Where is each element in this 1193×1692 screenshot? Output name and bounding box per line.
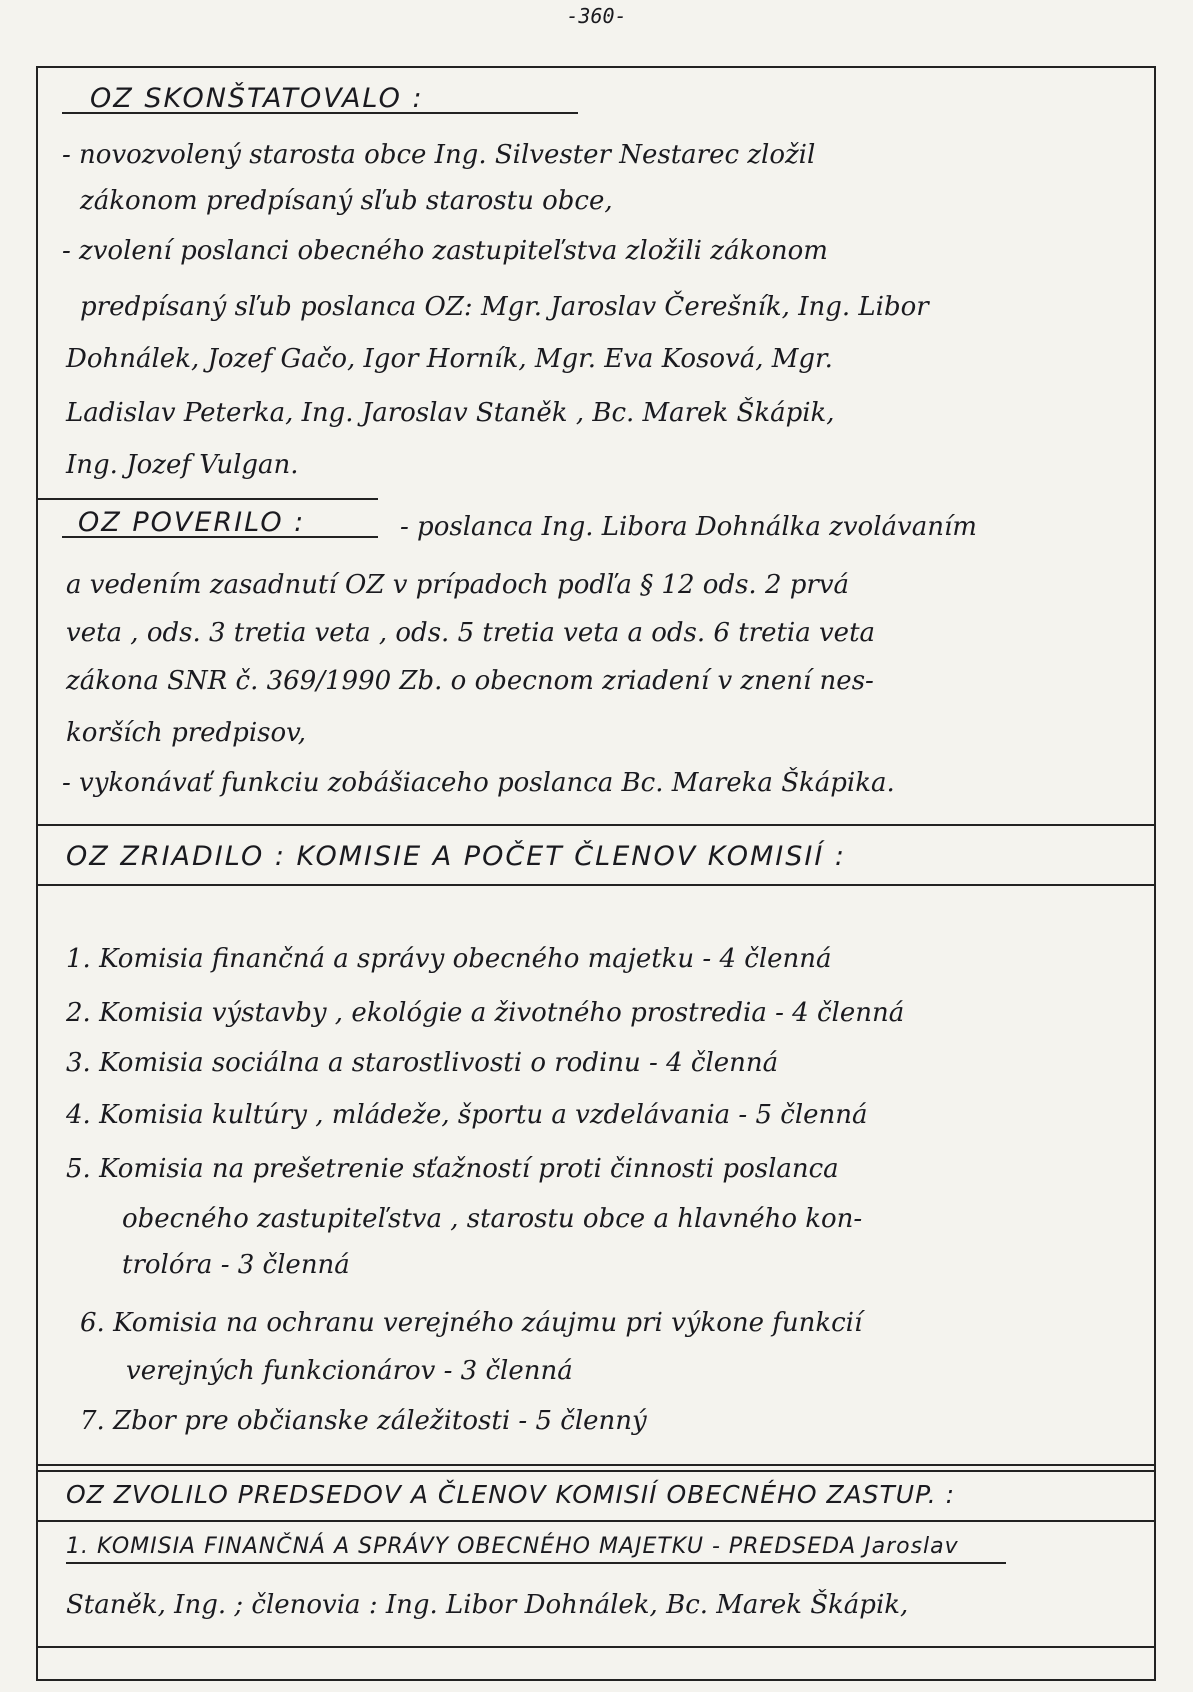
- divider: [38, 1470, 1154, 1472]
- section-heading-poverilo: OZ POVERILO :: [78, 507, 306, 538]
- section2-line-4: korších predpisov,: [66, 718, 306, 748]
- commission-item-7: 7. Zbor pre občianske záležitosti - 5 členný: [80, 1406, 647, 1436]
- heading-underline: [62, 536, 378, 538]
- section1-line-1: - novozvolený starosta obce Ing. Silvester Nestarec zložil: [62, 140, 816, 170]
- section2-line-2: veta , ods. 3 tretia veta , ods. 5 tretia veta a ods. 6 tretia veta: [66, 618, 876, 648]
- commission-item-6: 6. Komisia na ochranu verejného záujmu pri výkone funkcií: [80, 1308, 863, 1338]
- divider: [38, 884, 1154, 886]
- divider: [38, 1646, 1154, 1648]
- section2-line-1: a vedením zasadnutí OZ v prípadoch podľa § 12 ods. 2 prvá: [66, 570, 850, 600]
- commission-item-2: 2. Komisia výstavby , ekológie a životného prostredia - 4 členná: [66, 998, 905, 1028]
- subheading-underline: [66, 1562, 1006, 1564]
- page-number: -360-: [566, 4, 627, 28]
- section1-line-4: predpísaný sľub poslanca OZ: Mgr. Jaroslav Čerešník, Ing. Libor: [80, 292, 929, 322]
- commission-item-6-cont: verejných funkcionárov - 3 členná: [126, 1356, 573, 1386]
- commission-item-5-cont: obecného zastupiteľstva , starostu obce a hlavného kon-: [122, 1204, 863, 1234]
- divider: [38, 1520, 1154, 1522]
- divider: [38, 824, 1154, 826]
- commission-item-4: 4. Komisia kultúry , mládeže, športu a vzdelávania - 5 členná: [66, 1100, 868, 1130]
- section2-first-line: - poslanca Ing. Libora Dohnálka zvolávaním: [400, 512, 977, 542]
- section1-line-7: Ing. Jozef Vulgan.: [66, 450, 299, 480]
- section2-line-3: zákona SNR č. 369/1990 Zb. o obecnom zriadení v znení nes-: [66, 666, 874, 696]
- section4-line-1: Staněk, Ing. ; členovia : Ing. Libor Dohnálek, Bc. Marek Škápik,: [66, 1590, 909, 1620]
- heading-underline: [62, 112, 578, 114]
- commission-item-5: 5. Komisia na prešetrenie sťažností proti činnosti poslanca: [66, 1154, 839, 1184]
- section-heading-skonstatovalo: OZ SKONŠTATOVALO :: [90, 83, 424, 114]
- section2-line-5: - vykonávať funkciu zobášiaceho poslanca Bc. Mareka Škápika.: [62, 768, 895, 798]
- commission-item-3: 3. Komisia sociálna a starostlivosti o rodinu - 4 členná: [66, 1048, 779, 1078]
- commission-subheading-1: 1. KOMISIA FINANČNÁ A SPRÁVY OBECNÉHO MAJETKU - PREDSEDA Jaroslav: [66, 1534, 959, 1559]
- divider: [38, 498, 378, 500]
- section-heading-zvolilo: OZ ZVOLILO PREDSEDOV A ČLENOV KOMISIÍ OBECNÉHO ZASTUP. :: [66, 1480, 956, 1509]
- section1-line-3: - zvolení poslanci obecného zastupiteľstva zložili zákonom: [62, 236, 828, 266]
- section1-line-2: zákonom predpísaný sľub starostu obce,: [80, 186, 613, 216]
- section1-line-6: Ladislav Peterka, Ing. Jaroslav Staněk , Bc. Marek Škápik,: [66, 398, 835, 428]
- commission-item-5-cont: trolóra - 3 členná: [122, 1250, 350, 1280]
- section1-line-5: Dohnálek, Jozef Gačo, Igor Horník, Mgr. Eva Kosová, Mgr.: [66, 344, 833, 374]
- commission-item-1: 1. Komisia finančná a správy obecného majetku - 4 členná: [66, 944, 832, 974]
- section-heading-zriadilo: OZ ZRIADILO : KOMISIE A POČET ČLENOV KOMISIÍ :: [66, 841, 846, 872]
- divider: [38, 1464, 1154, 1466]
